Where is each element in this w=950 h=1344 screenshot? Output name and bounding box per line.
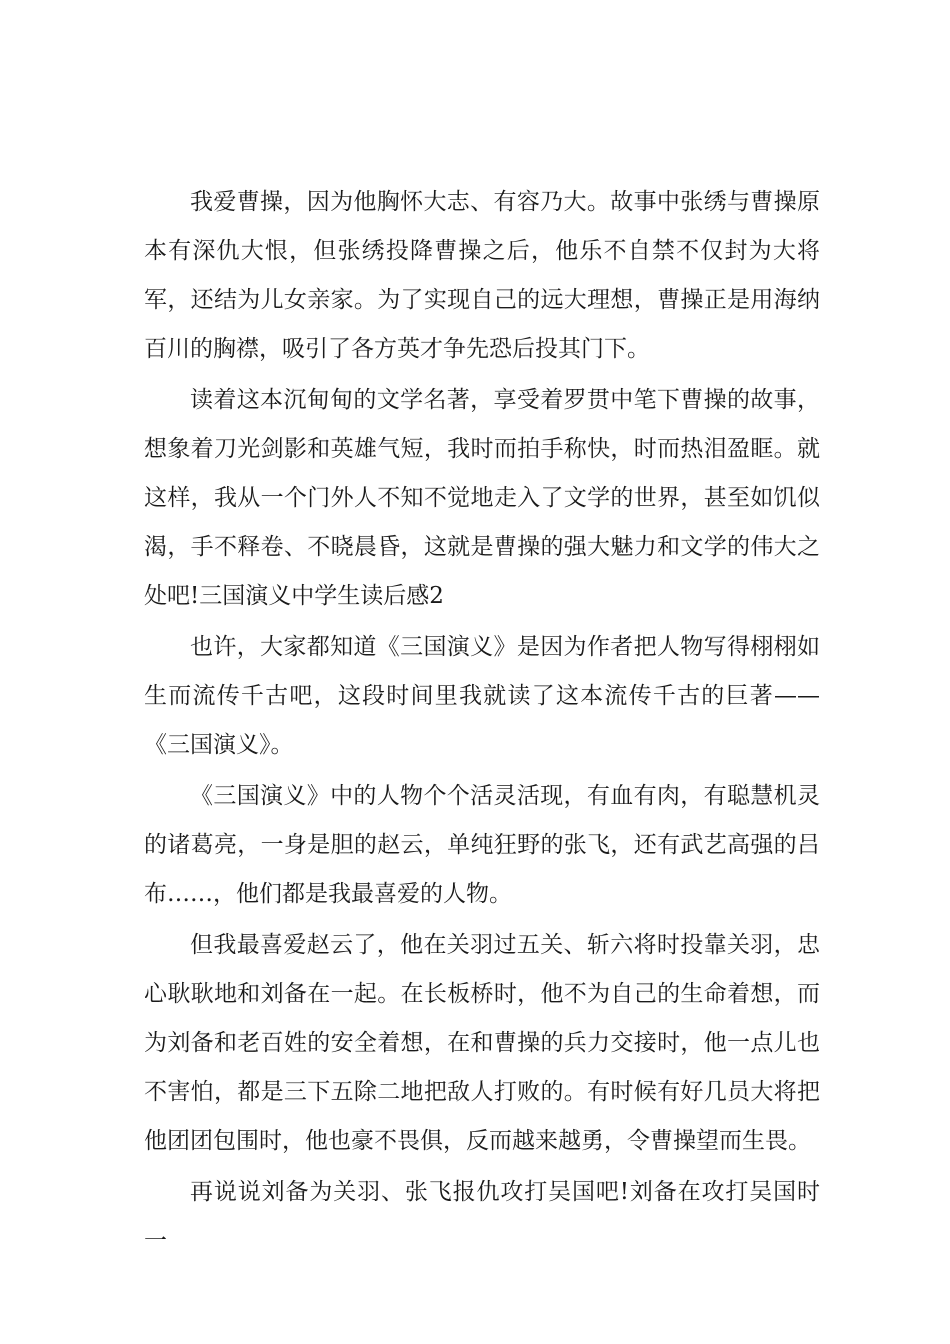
paragraph-2: 读着这本沉甸甸的文学名著，享受着罗贯中笔下曹操的故事，想象着刀光剑影和英雄气短，我时而拍手称快，时而热泪盈眶。就这样，我从一个门外人不知不觉地走入了文学的世界，甚至如饥似渴，手不释卷、不晓晨昏，这就是曹操的强大魅力和文学的伟大之处吧!三国演义中学生读后感2 — [144, 387, 820, 609]
paragraph-6: 再说说刘备为关羽、张飞报仇攻打吴国吧!刘备在攻打吴国时一 — [144, 1179, 820, 1254]
paragraph-4: 《三国演义》中的人物个个活灵活现，有血有肉，有聪慧机灵的诸葛亮，一身是胆的赵云，单纯狂野的张飞，还有武艺高强的吕布……，他们都是我最喜爱的人物。 — [144, 783, 820, 907]
paragraph-1: 我爱曹操，因为他胸怀大志、有容乃大。故事中张绣与曹操原本有深仇大恨，但张绣投降曹操之后，他乐不自禁不仅封为大将军，还结为儿女亲家。为了实现自己的远大理想，曹操正是用海纳百川的胸襟，吸引了各方英才争先恐后投其门下。 — [144, 189, 820, 362]
paragraph-3: 也许，大家都知道《三国演义》是因为作者把人物写得栩栩如生而流传千古吧，这段时间里我就读了这本流传千古的巨著——《三国演义》。 — [144, 634, 820, 758]
paragraph-5: 但我最喜爱赵云了，他在关羽过五关、斩六将时投靠关羽，忠心耿耿地和刘备在一起。在长板桥时，他不为自己的生命着想，而为刘备和老百姓的安全着想，在和曹操的兵力交接时，他一点儿也不害怕，都是三下五除二地把敌人打败的。有时候有好几员大将把他团团包围时，他也豪不畏俱，反而越来越勇，令曹操望而生畏。 — [144, 932, 820, 1154]
document-body — [144, 178, 820, 1268]
